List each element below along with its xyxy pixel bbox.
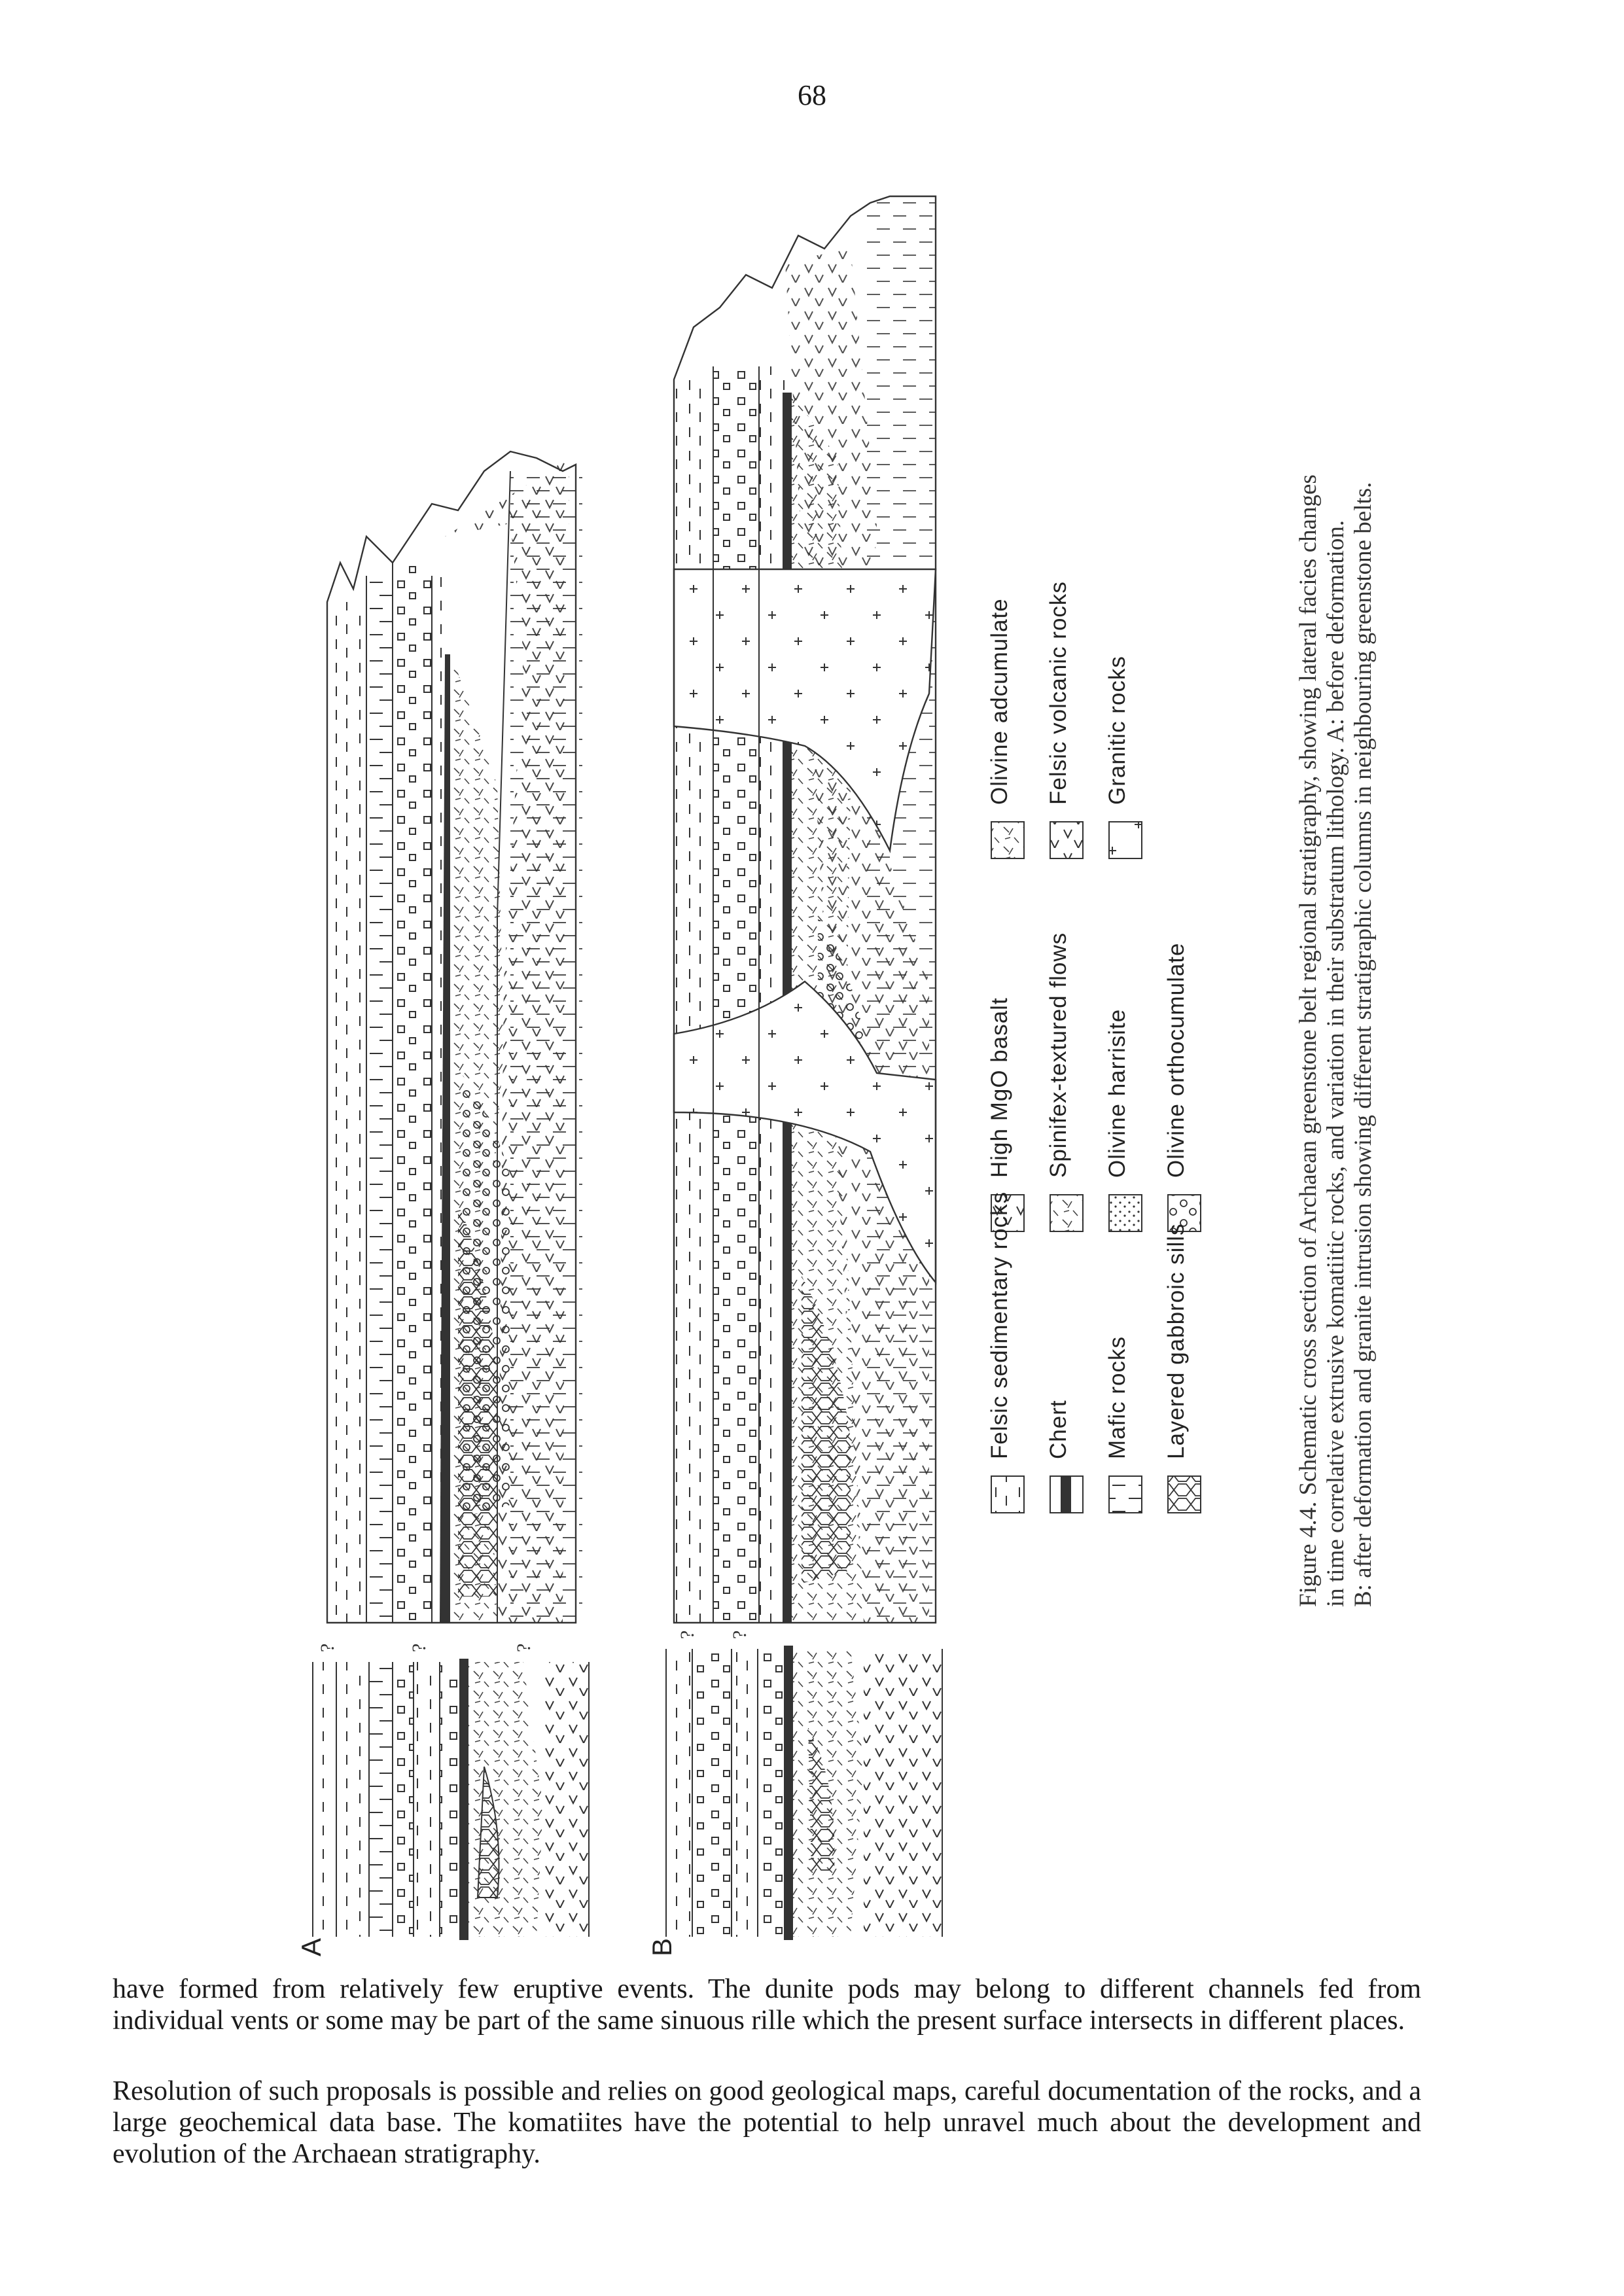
svg-text:?: ? [408,1643,430,1652]
svg-text:?: ? [513,1643,535,1652]
caption-line: B: after deformation and granite intrusion showing different stratigraphic columns in neighbouring greenstone belts. [1350,482,1377,1607]
caption-line: Figure 4.4. Schematic cross section of Archaean greenstone belt regional stratigraphy, showing lateral facies changes [1295,474,1322,1607]
legend-mafic: Mafic rocks [1104,1336,1130,1459]
legend-layered-gabbroic: Layered gabbroic sills [1163,1223,1189,1459]
body-paragraph-1-text: have formed from relatively few eruptive events. The dunite pods may belong to different channels fed from individual vents or some may be part of the same sinuous rille which the present surface intersects in different places. [113,1974,1421,2036]
legend-spinifex: Spinifex-textured flows [1046,932,1071,1178]
page-number: 68 [798,79,826,111]
svg-text:?: ? [317,1643,338,1652]
legend-chert: Chert [1046,1400,1071,1459]
body-paragraph-2 [113,2075,1421,2170]
legend-olivine-orthocumulate: Olivine orthocumulate [1163,942,1189,1178]
svg-text:?: ? [677,1630,698,1639]
caption-line: in time correlative extrusive komatiitic rocks, and variation in their substratum lithology. A: before deformation. [1322,520,1349,1607]
panel-b-section [666,196,942,1940]
legend-granitic: Granitic rocks [1104,656,1130,805]
legend-felsic-volcanic: Felsic volcanic rocks [1046,581,1071,805]
panel-a-section [313,451,589,1940]
body-paragraph-1 [113,1973,1421,2036]
legend-olivine-adcumulate: Olivine adcumulate [987,598,1012,805]
legend-olivine-harrisite: Olivine harrisite [1104,1008,1130,1178]
panel-b-label: B [646,1937,677,1956]
panel-a-label: A [296,1937,327,1956]
legend-high-mgo-basalt: High MgO basalt [987,997,1012,1178]
svg-text:?: ? [729,1630,750,1639]
legend-felsic-sedimentary: Felsic sedimentary rocks [987,1191,1012,1459]
body-paragraph-2-text: Resolution of such proposals is possible and relies on good geological maps, careful documentation of the rocks, and a large geochemical data base. The komatiites have the potential to help unravel much about the development and evolution of the Archaean stratigraphy. [113,2076,1421,2169]
